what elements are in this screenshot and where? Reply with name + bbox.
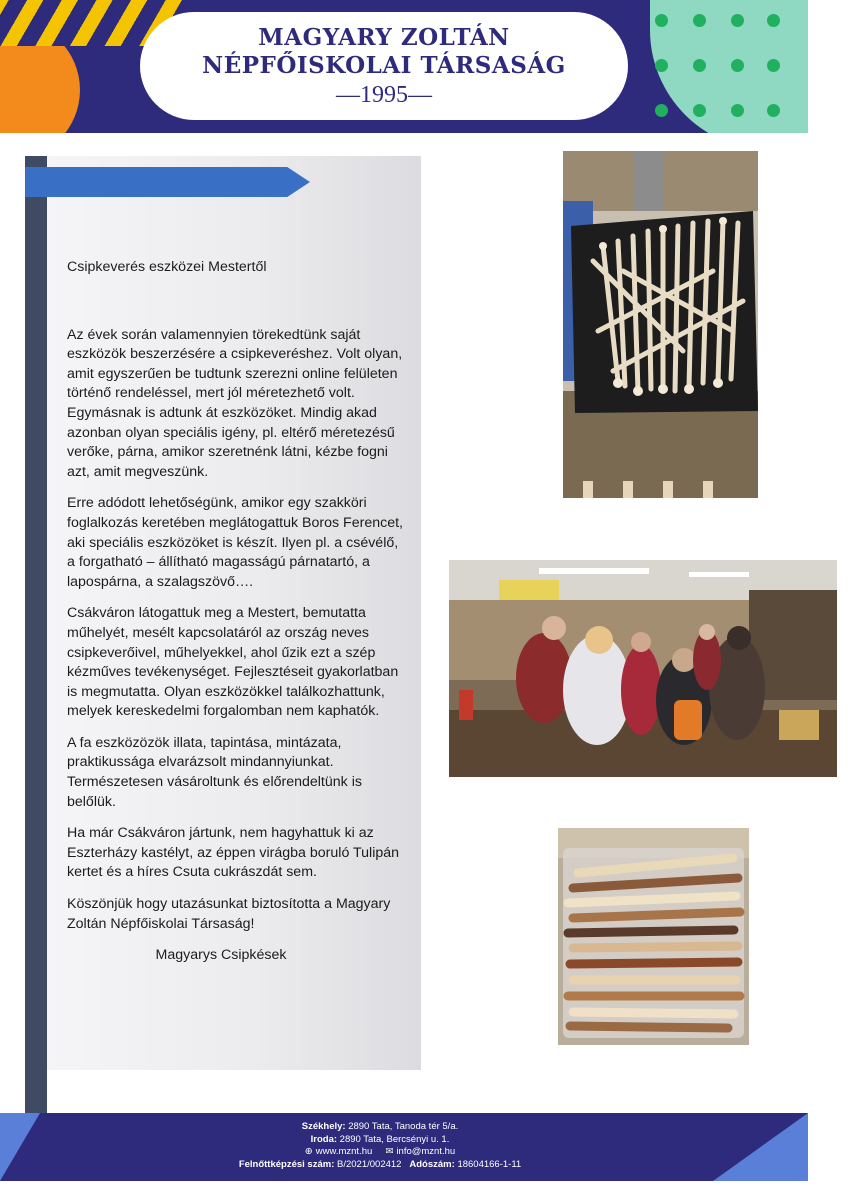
photo-bobbins-in-tray bbox=[563, 151, 758, 498]
org-founding-year: —1995— bbox=[336, 82, 432, 108]
article-paragraph: Erre adódott lehetőségünk, amikor egy szakköri foglalkozás keretében meglátogattuk Boros Ferencet, aki speciális eszközöket is készít. Ilyen pl. a csévélő, a forgatható – állítható magasságú párnatartó, a lapospárna, a szalagszövő…. bbox=[67, 495, 403, 590]
footer-office-line bbox=[160, 1134, 600, 1147]
article-heading: Csipkeverés eszközei Mestertől bbox=[67, 259, 267, 275]
footer-left-triangle-decoration bbox=[0, 1113, 40, 1181]
adult-ed-number: B/2021/002412 bbox=[337, 1158, 402, 1170]
article-paragraph: Csákváron látogattuk meg a Mestert, bemutatta műhelyét, mesélt kapcsolatáról az ország neves csipkeverőivel, műhelyekkel, ahol űzik ezt a szép kézműves tevékenységet. Fejlesztéseit gyakorlatban is megmutatta. Olyan eszközökkel találkozhattunk, melyek kereskedelmi forgalomban nem kaphatók. bbox=[67, 605, 399, 720]
email-link[interactable]: info@mznt.hu bbox=[396, 1146, 456, 1157]
organization-logo bbox=[140, 12, 628, 120]
org-title-line1: MAGYARY ZOLTÁN bbox=[258, 24, 510, 51]
mail-icon: ✉ bbox=[385, 1146, 394, 1157]
article-signature: Magyarys Csipkések bbox=[155, 947, 287, 964]
footer-seat-line bbox=[160, 1121, 600, 1134]
globe-icon: ⊕ bbox=[304, 1146, 313, 1157]
adult-ed-label: Felnőttképzési szám: bbox=[238, 1158, 335, 1170]
office-address: 2890 Tata, Bercsényi u. 1. bbox=[339, 1133, 450, 1145]
tax-number: 18604166-1-11 bbox=[457, 1158, 522, 1170]
header-banner bbox=[0, 0, 808, 133]
seat-address: 2890 Tata, Tanoda tér 5/a. bbox=[348, 1121, 459, 1132]
photo-wooden-bobbins-box bbox=[558, 828, 749, 1045]
article-paragraph: Köszönjük hogy utazásunkat biztosította a Magyary Zoltán Népfőiskolai Társaság! bbox=[67, 896, 391, 932]
footer-web-line bbox=[160, 1146, 600, 1159]
arrow-accent-decoration bbox=[25, 167, 310, 197]
footer-right-triangle-decoration bbox=[713, 1113, 808, 1181]
photo-workshop-visitors bbox=[449, 560, 837, 777]
article-body bbox=[67, 258, 407, 978]
vertical-accent-bar bbox=[25, 156, 47, 1160]
footer-registration-line bbox=[160, 1159, 600, 1172]
org-title-line2: NÉPFŐISKOLAI TÁRSASÁG bbox=[202, 52, 566, 79]
footer-contact-bar bbox=[0, 1113, 808, 1181]
website-link[interactable]: www.mznt.hu bbox=[315, 1146, 373, 1157]
article-paragraph: Az évek során valamennyien törekedtünk saját eszközök beszerzésére a csipkeveréshez. Volt olyan, amit egyszerűen be tudtunk szerezni online felületen történő rendeléssel, mert jól méretezhető volt. Egymásnak is adtunk át eszközöket. Mindig akad azonban olyan speciális igény, pl. eltérő méretezésű verőke, párna, amikor szeretnénk látni, kézbe fogni azt, amit megveszünk. bbox=[67, 326, 403, 480]
green-dots-decoration bbox=[655, 14, 785, 124]
footer-contact-info bbox=[160, 1121, 600, 1171]
seat-label: Székhely: bbox=[301, 1121, 346, 1132]
office-label: Iroda: bbox=[310, 1133, 338, 1145]
article-paragraph: A fa eszközözök illata, tapintása, mintázata, praktikussága elvarázsolt mindannyiunkat. Természetesen vásároltunk és előrendeltünk is belőlük. bbox=[67, 734, 362, 810]
tax-label: Adószám: bbox=[409, 1158, 455, 1170]
article-paragraph: Ha már Csákváron jártunk, nem hagyhattuk ki az Eszterházy kastélyt, az éppen virágba boruló Tulipán kertet és a híres Csuta cukrászdát sem. bbox=[67, 825, 400, 881]
